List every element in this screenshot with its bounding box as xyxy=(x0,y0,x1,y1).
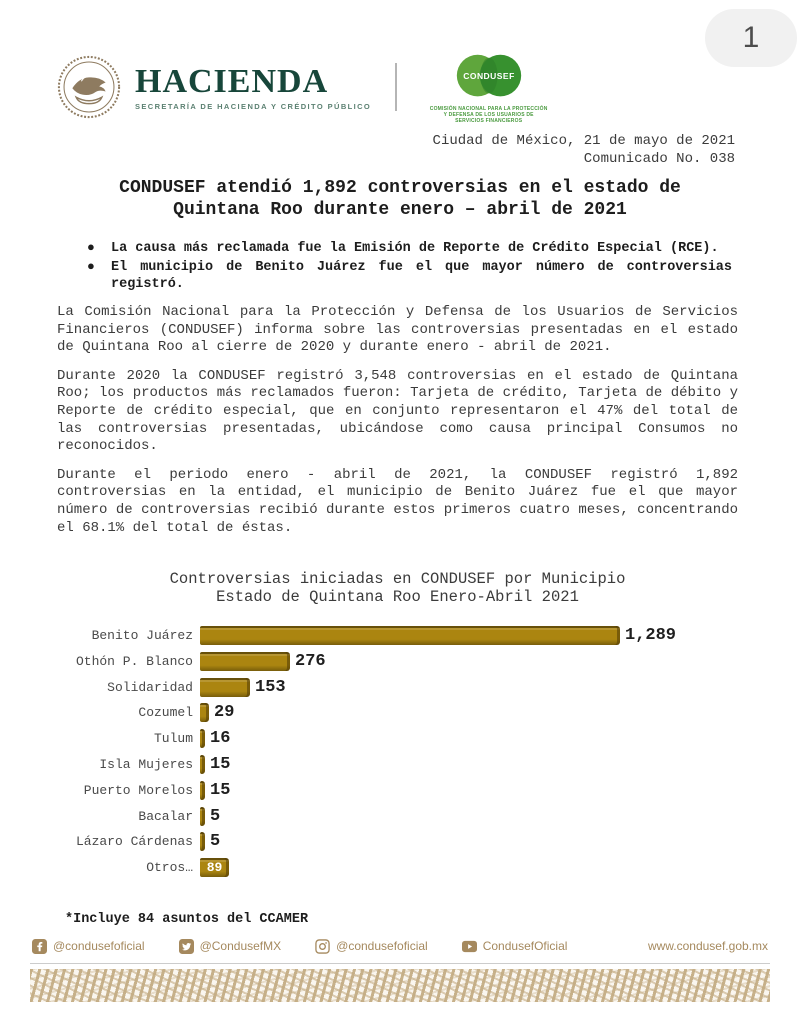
chart-row xyxy=(57,729,760,748)
social-handle: CondusefOficial xyxy=(482,939,568,953)
chart-row xyxy=(57,807,760,826)
chart-footnote: *Incluye 84 asuntos del CCAMER xyxy=(65,912,309,927)
dateline xyxy=(433,133,735,168)
bar-category-label: Lázaro Cárdenas xyxy=(75,834,193,850)
paragraph: Durante el periodo enero - abril de 2021, la CONDUSEF registró 1,892 controversias en la entidad, el municipio de Benito Juárez fue el que mayor número de controversias recibió durante estos primeros cuatro meses, concentrando el 68.1% del total de éstas. xyxy=(57,466,738,536)
bar-category-label: Bacalar xyxy=(138,808,193,824)
footer-website-link[interactable]: www.condusef.gob.mx xyxy=(647,939,768,953)
bar-value-label: 276 xyxy=(295,651,326,671)
comunicado-number: Comunicado No. 038 xyxy=(583,150,735,167)
bullet-list xyxy=(87,240,732,295)
social-link[interactable] xyxy=(315,939,428,954)
instagram-icon xyxy=(315,939,330,954)
chart-row xyxy=(57,652,760,671)
condusef-subtitle-line: SERVICIOS FINANCIEROS xyxy=(455,118,523,124)
header-divider xyxy=(395,63,397,111)
bar xyxy=(200,729,205,748)
social-handle: @condusefoficial xyxy=(336,939,428,953)
footer-social xyxy=(32,939,601,954)
bar xyxy=(200,703,209,722)
chart-row xyxy=(57,832,760,851)
bar xyxy=(200,755,205,774)
bar xyxy=(200,832,205,851)
bar xyxy=(200,858,229,877)
bar xyxy=(200,626,620,645)
bullet-marker-icon: ● xyxy=(87,258,95,274)
bar-chart xyxy=(57,626,760,884)
chart-title xyxy=(57,571,738,606)
title-line: Quintana Roo durante enero – abril de 2021 xyxy=(173,200,627,220)
condusef-subtitle xyxy=(430,106,548,124)
bar-category-label: Isla Mujeres xyxy=(99,756,193,772)
bullet-item xyxy=(87,240,732,258)
bar-value-label: 29 xyxy=(214,703,235,723)
bullet-text: El municipio de Benito Juárez fue el que mayor número de controversias registró. xyxy=(111,259,732,292)
hacienda-wordmark: HACIENDA xyxy=(135,62,329,100)
chart-row xyxy=(57,858,760,877)
hacienda-subtitle: SECRETARÍA DE HACIENDA Y CRÉDITO PÚBLICO xyxy=(135,101,372,111)
bar xyxy=(200,678,250,697)
footer-divider xyxy=(30,963,770,964)
social-link[interactable] xyxy=(462,939,568,954)
bar-category-label: Solidaridad xyxy=(107,679,193,695)
social-handle: @condusefoficial xyxy=(53,939,145,953)
bar-value-label: 15 xyxy=(210,754,231,774)
bar-category-label: Otros… xyxy=(146,860,193,876)
social-link[interactable] xyxy=(32,939,145,954)
youtube-icon xyxy=(462,939,477,954)
bar-category-label: Cozumel xyxy=(138,705,193,721)
city-date: Ciudad de México, 21 de mayo de 2021 xyxy=(432,133,735,149)
bar-category-label: Tulum xyxy=(153,731,193,747)
bar-value-label: 89 xyxy=(206,860,223,876)
social-link[interactable] xyxy=(179,939,282,954)
hacienda-logo xyxy=(135,64,371,111)
condusef-logo-text: CONDUSEF xyxy=(462,70,515,81)
chart-row xyxy=(57,703,760,722)
chart-row xyxy=(57,678,760,697)
chart-row xyxy=(57,626,760,645)
letterhead xyxy=(57,50,555,124)
condusef-logo xyxy=(423,50,555,124)
chart-row xyxy=(57,781,760,800)
bar xyxy=(200,781,205,800)
bar-value-label: 153 xyxy=(255,677,286,697)
chart-title-line: Controversias iniciadas en CONDUSEF por Municipio xyxy=(169,570,626,588)
bar-value-label: 5 xyxy=(210,832,221,852)
bar-category-label: Benito Juárez xyxy=(91,628,193,643)
condusef-subtitle-line: Y DEFENSA DE LOS USUARIOS DE xyxy=(443,112,534,118)
chart-subtitle-line: Estado de Quintana Roo Enero-Abril 2021 xyxy=(216,587,579,606)
aztec-pattern-band xyxy=(30,969,770,1002)
bar-value-label: 5 xyxy=(210,806,221,826)
social-handle: @CondusefMX xyxy=(199,939,282,953)
bullet-marker-icon: ● xyxy=(87,240,95,255)
footer-bar xyxy=(32,936,768,956)
bar-category-label: Othón P. Blanco xyxy=(75,653,193,669)
bar-value-label: 16 xyxy=(210,729,231,749)
bullet-text: La causa más reclamada fue la Emisión de Reporte de Crédito Especial (RCE). xyxy=(111,241,719,256)
chart-row xyxy=(57,755,760,774)
bullet-item xyxy=(87,259,732,294)
condusef-subtitle-line: COMISIÓN NACIONAL PARA LA PROTECCIÓN xyxy=(429,106,548,112)
bar-value-label: 1,289 xyxy=(625,626,677,645)
body-paragraphs xyxy=(57,304,738,548)
page-number: 1 xyxy=(742,21,760,54)
bar-category-label: Puerto Morelos xyxy=(83,782,193,798)
page-number-badge xyxy=(705,9,797,67)
document-title xyxy=(40,177,760,221)
chart-rows xyxy=(57,626,760,877)
twitter-icon xyxy=(179,939,194,954)
bar xyxy=(200,652,290,671)
paragraph: La Comisión Nacional para la Protección y Defensa de los Usuarios de Servicios Financieros (CONDUSEF) informa sobre las controversias presentadas en el estado de Quintana Roo al cierre de 2020 y durante enero - abril de 2021. xyxy=(57,304,738,356)
title-line: CONDUSEF atendió 1,892 controversias en el estado de xyxy=(119,178,681,198)
facebook-icon xyxy=(32,939,47,954)
bar xyxy=(200,807,205,826)
paragraph: Durante 2020 la CONDUSEF registró 3,548 controversias en el estado de Quintana Roo; los productos más reclamados fueron: Tarjeta de crédito, Tarjeta de débito y Reporte de crédito especial, que en conjunto representaron el 47% del total de las controversias presentadas, ubicándose como causa principal Consumos no reconocidos. xyxy=(57,367,738,455)
condusef-circles-icon xyxy=(449,50,529,103)
mexico-eagle-seal-icon xyxy=(57,55,121,119)
bar-value-label: 15 xyxy=(210,780,231,800)
